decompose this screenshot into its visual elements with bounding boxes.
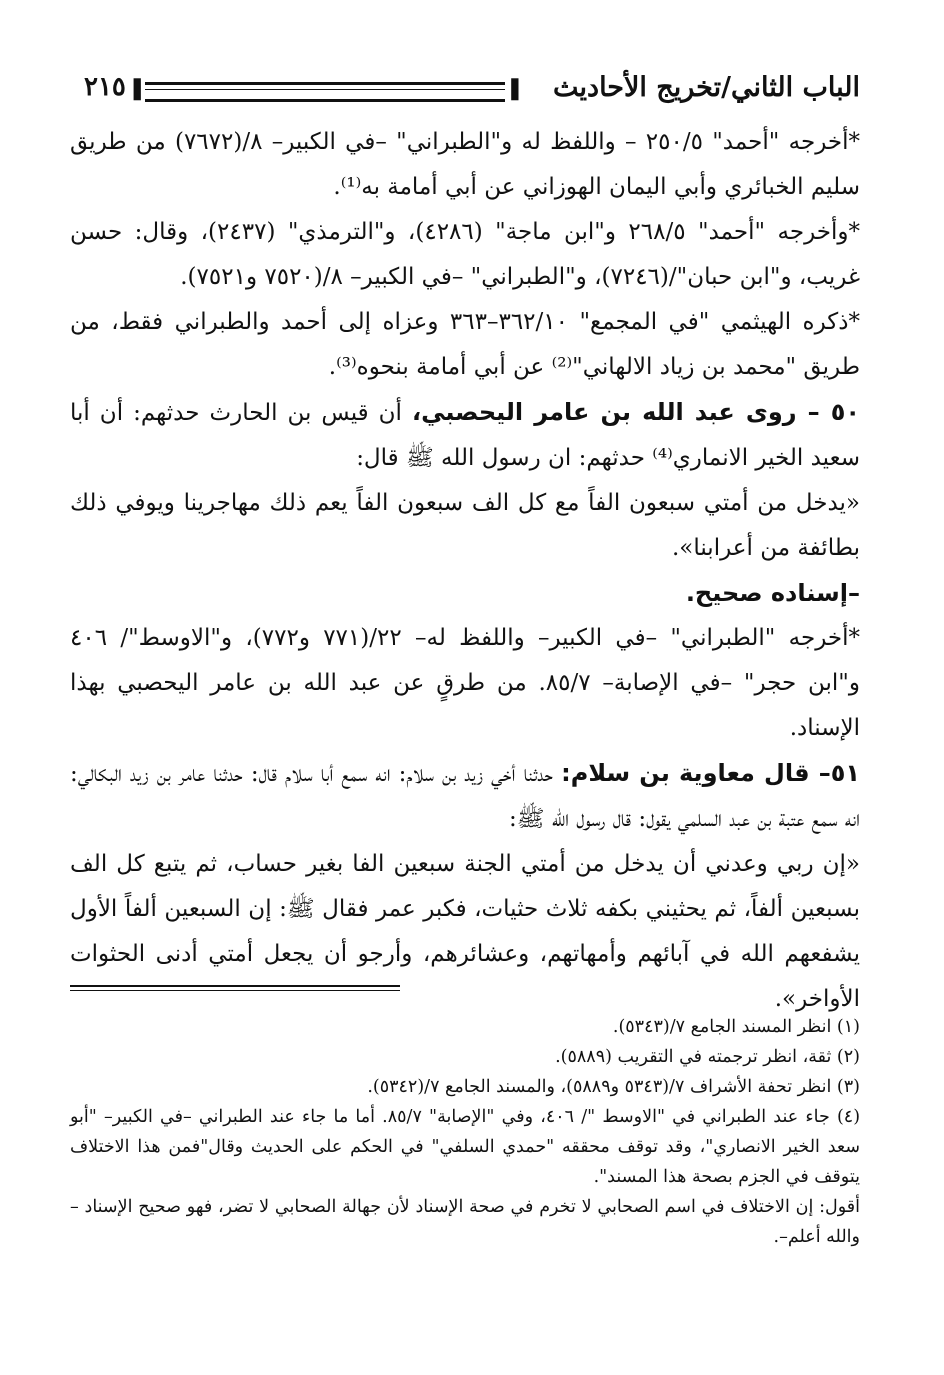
ornament-right: ❚ bbox=[505, 76, 524, 101]
footnote-divider bbox=[70, 985, 400, 987]
footnote-comment: أقول: إن الاختلاف في اسم الصحابي لا تخرم في صحة الإسناد لأن جهالة الصحابي لا تضر، فهو صحيح الإسناد –والله أعلم–. bbox=[70, 1197, 860, 1247]
paragraph-takhrij-50: *أخرجه "الطبراني" –في الكبير– واللفظ له– ٢٢/(٧٧١ و٧٧٢)، و"الاوسط"/ ٤٠٦ و"ابن حجر" –في الإصابة– ٨٥/٧. من طرقٍ عن عبد الله بن عامر اليحصبي بهذا الإسناد. bbox=[70, 625, 860, 741]
footnote-1: (١) انظر المسند الجامع ٧/(٥٣٤٣). bbox=[612, 1017, 860, 1037]
footnote-4: (٤) جاء عند الطبراني في "الاوسط "/ ٤٠٦، وفي "الإصابة" ٨٥/٧. أما ما جاء عند الطبراني –في الكبير– "أبو سعد الخير الانصاري"، وقد توقف محققه "حمدي السلفي" في الحكم على الحديث وقال"فمن هذا الاختلاف يتوقف في الجزم بصحة هذا المسند". bbox=[70, 1107, 861, 1187]
footnote-2: (٢) ثقة، انظر ترجمته في التقريب (٥٨٨٩). bbox=[555, 1047, 860, 1067]
ornament-left: ❚ bbox=[128, 76, 147, 101]
paragraph-takhrij-1: *أخرجه "أحمد" ٢٥٠/٥ – واللفظ له و"الطبراني" –في الكبير– ٨/(٧٦٧٢) من طريق سليم الخبائري وأبي اليمان الهوزاني عن أبي أمامة به⁽¹⁾. bbox=[70, 129, 860, 200]
hadith-50-chain bbox=[70, 390, 860, 481]
footnote-3: (٣) انظر تحفة الأشراف ٧/(٥٣٤٣ و٥٨٨٩)، والمسند الجامع ٧/(٥٣٤٢). bbox=[367, 1077, 860, 1097]
page-number: ٢١٥ bbox=[84, 72, 126, 102]
main-text bbox=[70, 120, 860, 1022]
paragraph-takhrij-2: *وأخرجه "أحمد" ٢٦٨/٥ و"ابن ماجة" (٤٢٨٦)، و"الترمذي" (٢٤٣٧)، وقال: حسن غريب، و"ابن حبان"/(٧٢٤٦)، و"الطبراني" –في الكبير– ٨/(٧٥٢٠ و٧٥٢١). bbox=[70, 219, 860, 290]
hadith-50-chain-text: أن قيس بن الحارث حدثهم: أن أبا سعيد الخير الانماري⁽⁴⁾ حدثهم: ان رسول الله ﷺ قال: bbox=[70, 400, 860, 471]
page-header bbox=[70, 58, 860, 118]
hadith-51-chain-text: حدثنا أخي زيد بن سلام: انه سمع أبا سلام قال: حدثنا عامر بن زيد البكالي: انه سمع عتبة بن عبد السلمي يقول: قال رسول الله ﷺ: bbox=[70, 761, 860, 832]
paragraph-takhrij-3: *ذكره الهيثمي "في المجمع" ٣٦٢/١٠–٣٦٣ وعزاه إلى أحمد والطبراني فقط، من طريق "محمد بن زياد الالهاني"⁽²⁾ عن أبي أمامة بنحوه⁽³⁾. bbox=[70, 309, 860, 380]
hadith-51-matn: «إن ربي وعدني أن يدخل من أمتي الجنة سبعين الفا بغير حساب، ثم يتبع كل الف بسبعين ألفاً، ثم يحثيني بكفه ثلاث حثيات، فكبر عمر فقال ﷺ: إن السبعين ألفاً الأول يشفعهم الله في آبائهم وأمهاتهم، وعشائرهم، وأرجو أن يجعل أمتي أدنى الحثوات الأواخر». bbox=[70, 851, 860, 1012]
header-rule bbox=[145, 82, 505, 102]
hadith-51-chain bbox=[70, 751, 860, 842]
hadith-50-matn: «يدخل من أمتي سبعون الفاً مع كل الف سبعون الفاً يعم ذلك مهاجرينا ويوفي ذلك بطائفة من أعرابنا». bbox=[70, 490, 860, 561]
footnotes bbox=[70, 1012, 860, 1252]
isnad-grade: –إسناده صحيح. bbox=[685, 579, 860, 607]
hadith-51-heading: ٥١– قال معاوية بن سلام: bbox=[561, 759, 860, 787]
chapter-title: الباب الثاني/تخريج الأحاديث bbox=[553, 72, 860, 103]
book-page bbox=[70, 50, 860, 1340]
footnote-divider-thin bbox=[70, 990, 400, 991]
hadith-50-heading: ٥٠ – روى عبد الله بن عامر اليحصبي، bbox=[411, 398, 860, 426]
